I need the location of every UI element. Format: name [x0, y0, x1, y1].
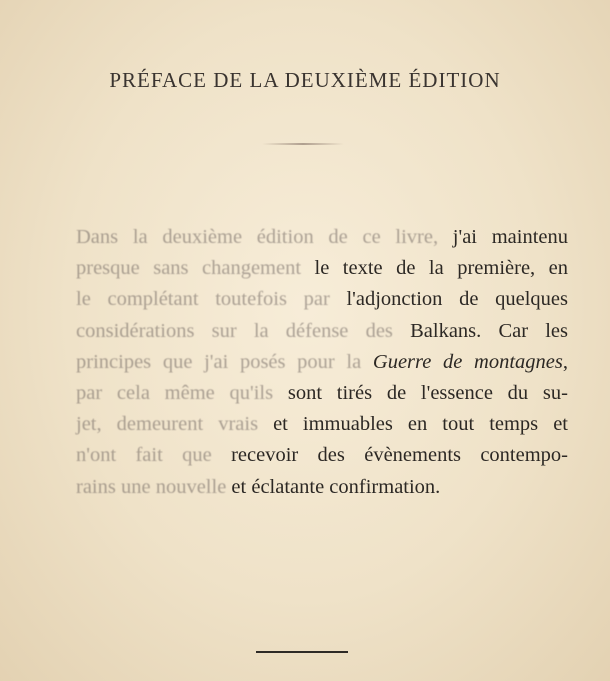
- line-text: le texte de la première, en: [301, 257, 568, 280]
- line-text: j'ai maintenu: [438, 226, 568, 248]
- paragraph-line: [76, 472, 568, 503]
- paragraph-line: [76, 253, 568, 284]
- faded-text: le complétant toutefois par: [76, 288, 330, 311]
- line-text: recevoir des évènements contempo-: [211, 444, 568, 467]
- paragraph-line: [76, 222, 568, 253]
- faded-text: principes que j'ai posés pour la: [76, 350, 362, 373]
- faded-text: Dans la deuxième édition de ce livre,: [76, 226, 439, 248]
- line-text: l'adjonction de quelques: [329, 288, 568, 311]
- line-text: Balkans. Car les: [392, 319, 568, 342]
- page-heading: PRÉFACE DE LA DEUXIÈME ÉDITION: [109, 68, 501, 92]
- line-text: ,: [562, 350, 569, 373]
- faded-text: n'ont fait que: [76, 444, 212, 467]
- italic-book-title: Guerre de montagnes: [361, 350, 563, 373]
- faded-text: presque sans changement: [76, 257, 302, 280]
- paragraph-line: [76, 347, 568, 378]
- faded-text: rains une nouvelle: [76, 475, 227, 498]
- preface-paragraph: [76, 222, 568, 503]
- paragraph-line: [76, 409, 568, 440]
- faded-text: jet, demeurent vrais: [76, 413, 259, 436]
- paragraph-line: [76, 378, 568, 409]
- bottom-divider-rule: [256, 651, 348, 653]
- line-text: sont tirés de l'essence du su-: [273, 381, 568, 404]
- faded-text: par cela même qu'ils: [76, 381, 274, 404]
- line-text: et immuables en tout temps et: [258, 413, 568, 436]
- line-text: et éclatante confirmation.: [226, 475, 441, 498]
- paragraph-line: [76, 440, 568, 471]
- paragraph-line: [76, 284, 568, 315]
- faded-text: considérations sur la défense des: [76, 319, 393, 342]
- top-divider-rule: [262, 143, 344, 145]
- paragraph-line: [76, 316, 568, 347]
